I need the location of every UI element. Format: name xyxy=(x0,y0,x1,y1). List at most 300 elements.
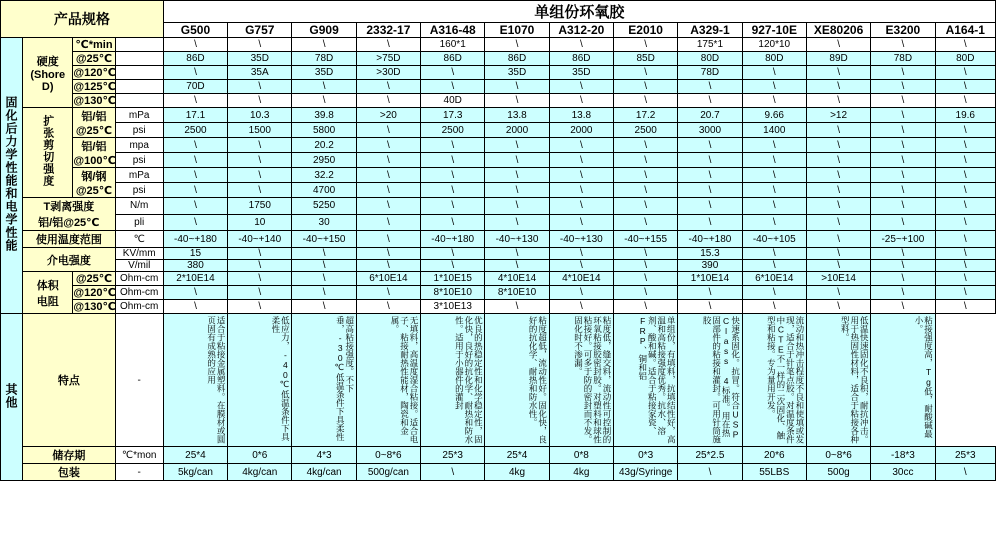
cell-empty: \ xyxy=(806,300,870,314)
cell-empty: \ xyxy=(421,198,485,215)
cell-empty: \ xyxy=(421,138,485,153)
cell: 1400 xyxy=(742,123,806,138)
cell-empty: \ xyxy=(228,168,292,183)
row-unit xyxy=(115,94,163,108)
cell-empty: \ xyxy=(935,300,995,314)
row-unit: psi xyxy=(115,153,163,168)
cell-empty: \ xyxy=(613,138,677,153)
product-header: G757 xyxy=(228,23,292,38)
cell-empty: \ xyxy=(549,198,613,215)
row-unit: pli xyxy=(115,214,163,231)
cell-empty: \ xyxy=(742,183,806,198)
cell-empty: \ xyxy=(678,80,742,94)
cell-empty: \ xyxy=(163,286,227,300)
header-row-title xyxy=(1,1,996,23)
cell-empty: \ xyxy=(356,38,420,52)
product-header: 927-10E xyxy=(742,23,806,38)
cell: 25*4 xyxy=(163,447,227,464)
row-unit xyxy=(115,52,163,66)
cell: 10 xyxy=(228,214,292,231)
cell-empty: \ xyxy=(292,300,356,314)
cell-empty: \ xyxy=(613,248,677,260)
cell-empty: \ xyxy=(806,38,870,52)
cell-empty: \ xyxy=(742,138,806,153)
cell: 86D xyxy=(421,52,485,66)
cell: 4kg xyxy=(549,464,613,481)
cell: 390 xyxy=(678,260,742,272)
cell-empty: \ xyxy=(806,138,870,153)
row-sublabel: @130℃ xyxy=(73,95,116,107)
data-row xyxy=(1,153,996,168)
cell: 4*10E14 xyxy=(549,272,613,286)
feature-cell: 流动和热冲击程度不良和使填或发现，适合于针笔点胶。对温度条件中CTE不一样的二次固化、触型和粘接。专为量用开发。 xyxy=(742,314,806,447)
cell-empty: \ xyxy=(549,138,613,153)
cell-empty: \ xyxy=(549,214,613,231)
product-header: A316-48 xyxy=(421,23,485,38)
data-row xyxy=(1,138,996,153)
cell: 4kg/can xyxy=(228,464,292,481)
cell-empty: \ xyxy=(549,153,613,168)
cell-empty: \ xyxy=(421,80,485,94)
data-row xyxy=(1,123,996,138)
cell-empty: \ xyxy=(292,94,356,108)
cell: 85D xyxy=(613,52,677,66)
row-sublabel: @125℃ xyxy=(73,81,116,93)
cell-empty: \ xyxy=(356,183,420,198)
row-unit xyxy=(115,38,163,52)
cell: 4kg xyxy=(485,464,549,481)
cell-empty: \ xyxy=(935,183,995,198)
cell-empty: \ xyxy=(742,80,806,94)
cell: 3000 xyxy=(678,123,742,138)
data-row xyxy=(1,214,996,231)
cell-empty: \ xyxy=(292,272,356,286)
cell-empty: \ xyxy=(421,464,485,481)
cell-empty: \ xyxy=(935,231,995,248)
cell-empty: \ xyxy=(871,183,935,198)
cell: 500g/can xyxy=(356,464,420,481)
cell-empty: \ xyxy=(871,248,935,260)
cell: 40D xyxy=(421,94,485,108)
cell-empty: \ xyxy=(613,38,677,52)
row-sublabel: @130℃ xyxy=(73,301,116,313)
cell-empty: \ xyxy=(228,183,292,198)
cell: 4kg/can xyxy=(292,464,356,481)
cell-empty: \ xyxy=(806,183,870,198)
product-header: E2010 xyxy=(613,23,677,38)
cell-empty: \ xyxy=(871,108,935,123)
cell-empty: \ xyxy=(163,153,227,168)
cell: 2500 xyxy=(163,123,227,138)
cell: 4*10E14 xyxy=(485,272,549,286)
cell-empty: \ xyxy=(421,183,485,198)
cell: 20.7 xyxy=(678,108,742,123)
cell-empty: \ xyxy=(742,198,806,215)
data-row xyxy=(1,66,996,80)
cell-empty: \ xyxy=(871,80,935,94)
cell-empty: \ xyxy=(613,198,677,215)
cell-empty: \ xyxy=(678,138,742,153)
feature-cell: 粘度超低，流动性好。固化快，良好的抗化学、耐热和防水性。 xyxy=(485,314,549,447)
row-sublabel: 铝/铝 @25℃ xyxy=(73,108,115,138)
cell-empty: \ xyxy=(228,286,292,300)
cell: 0*6 xyxy=(228,447,292,464)
cell: 2950 xyxy=(292,153,356,168)
feature-cell: 无填料，高温度湿合粘接。适合电子、粘接耐热性能材，陶瓷和金属。 xyxy=(356,314,420,447)
cell: 5800 xyxy=(292,123,356,138)
features-unit: - xyxy=(115,314,163,447)
cell: 15.3 xyxy=(678,248,742,260)
cell: 80D xyxy=(678,52,742,66)
cell-empty: \ xyxy=(356,286,420,300)
row-unit: V/mil xyxy=(115,260,163,272)
row-sublabel: @120℃ xyxy=(73,287,116,299)
cell-empty: \ xyxy=(292,38,356,52)
cell-empty: \ xyxy=(935,153,995,168)
cell: 3*10E13 xyxy=(421,300,485,314)
cell: -40~+105 xyxy=(742,231,806,248)
cell: 39.8 xyxy=(292,108,356,123)
cell-empty: \ xyxy=(678,168,742,183)
product-header: E3200 xyxy=(871,23,935,38)
row-label-features: 特点 xyxy=(23,314,115,447)
cell: 25*2.5 xyxy=(678,447,742,464)
feature-cell: 适合于粘接金属塑料。在膜材或圆页固有成熟的应用 xyxy=(163,314,227,447)
cell: 5kg/can xyxy=(163,464,227,481)
cell-empty: \ xyxy=(228,300,292,314)
cell-empty: \ xyxy=(421,153,485,168)
cell: 86D xyxy=(485,52,549,66)
cell-empty: \ xyxy=(871,38,935,52)
cell: 500g xyxy=(806,464,870,481)
cell-empty: \ xyxy=(935,168,995,183)
cell-empty: \ xyxy=(871,286,935,300)
cell: 17.3 xyxy=(421,108,485,123)
cell: 89D xyxy=(806,52,870,66)
side-label-other: 其他 xyxy=(1,314,23,481)
cell: -40~+130 xyxy=(549,231,613,248)
cell: 0*3 xyxy=(613,447,677,464)
cell-empty: \ xyxy=(356,198,420,215)
cell-empty: \ xyxy=(806,66,870,80)
cell-empty: \ xyxy=(806,80,870,94)
row-sublabel: @25℃ xyxy=(73,52,115,66)
cell-empty: \ xyxy=(871,260,935,272)
row-unit: N/m xyxy=(115,198,163,215)
cell: 86D xyxy=(549,52,613,66)
cell-empty: \ xyxy=(485,38,549,52)
row-sublabel: ℃*min xyxy=(73,38,115,52)
row-sublabel: @120℃ xyxy=(73,67,116,79)
cell-empty: \ xyxy=(935,138,995,153)
product-header: G500 xyxy=(163,23,227,38)
cell-empty: \ xyxy=(356,123,420,138)
cell-empty: \ xyxy=(871,272,935,286)
cell-empty: \ xyxy=(871,123,935,138)
cell-empty: \ xyxy=(806,231,870,248)
cell-empty: \ xyxy=(292,248,356,260)
cell-empty: \ xyxy=(356,168,420,183)
cell: 5250 xyxy=(292,198,356,215)
cell: 17.1 xyxy=(163,108,227,123)
data-row xyxy=(1,183,996,198)
cell: 32.2 xyxy=(292,168,356,183)
cell: 19.6 xyxy=(935,108,995,123)
cell: -25~+100 xyxy=(871,231,935,248)
data-row xyxy=(1,94,996,108)
cell-empty: \ xyxy=(613,286,677,300)
feature-cell: 粘接强度高，Tg低，耐酸碱最小。 xyxy=(871,314,935,447)
cell: 55LBS xyxy=(742,464,806,481)
cell-empty: \ xyxy=(292,260,356,272)
cell-empty: \ xyxy=(935,464,995,481)
row-label-packaging: 包装 xyxy=(23,464,115,481)
cell: 0~8*6 xyxy=(806,447,870,464)
cell-empty: \ xyxy=(228,138,292,153)
cell: 0~8*6 xyxy=(356,447,420,464)
cell: 35A xyxy=(228,66,292,80)
cell: 10.3 xyxy=(228,108,292,123)
cell-empty: \ xyxy=(742,214,806,231)
cell-empty: \ xyxy=(678,300,742,314)
cell-empty: \ xyxy=(163,138,227,153)
product-header: XE80206 xyxy=(806,23,870,38)
data-row xyxy=(1,168,996,183)
cell-empty: \ xyxy=(549,286,613,300)
cell-empty: \ xyxy=(871,153,935,168)
data-row xyxy=(1,231,996,248)
cell-empty: \ xyxy=(613,260,677,272)
corner-label: 产品规格 xyxy=(1,1,164,38)
cell: 9.66 xyxy=(742,108,806,123)
data-row xyxy=(1,52,996,66)
cell-empty: \ xyxy=(871,94,935,108)
cell-empty: \ xyxy=(163,38,227,52)
row-unit: - xyxy=(115,464,163,481)
cell-empty: \ xyxy=(549,80,613,94)
cell: 13.8 xyxy=(549,108,613,123)
cell-empty: \ xyxy=(356,94,420,108)
cell: 78D xyxy=(292,52,356,66)
row-label-lap-shear: 扩张剪切强度 xyxy=(23,108,73,198)
row-unit xyxy=(115,80,163,94)
cell-empty: \ xyxy=(871,66,935,80)
cell: >12 xyxy=(806,108,870,123)
cell-empty: \ xyxy=(228,153,292,168)
feature-cell: 超高粘接强度。不下垂，-30℃低温条件下具柔性 xyxy=(292,314,356,447)
cell-empty: \ xyxy=(292,286,356,300)
feature-cell: 低温快速固化不良积，耐抗冲击。用于热固性材料，适合于粘接各种型料。 xyxy=(806,314,870,447)
cell-empty: \ xyxy=(356,153,420,168)
cell: -40~+155 xyxy=(613,231,677,248)
data-row xyxy=(1,300,996,314)
cell-empty: \ xyxy=(228,260,292,272)
data-row xyxy=(1,108,996,123)
cell-empty: \ xyxy=(613,272,677,286)
cell: 13.8 xyxy=(485,108,549,123)
cell: 160*1 xyxy=(421,38,485,52)
row-sublabel: 铝/铝 @100℃ xyxy=(73,138,115,168)
packaging-row xyxy=(1,464,996,481)
cell-empty: \ xyxy=(806,123,870,138)
cell-empty: \ xyxy=(163,168,227,183)
cell-empty: \ xyxy=(485,183,549,198)
side-label-mech: 固化后力学性能和电学性能 xyxy=(1,38,23,314)
cell: -40~+130 xyxy=(485,231,549,248)
cell-empty: \ xyxy=(678,94,742,108)
cell-empty: \ xyxy=(613,80,677,94)
cell: 43g/Syringe xyxy=(613,464,677,481)
row-label-peel: T剥离强度 铝/铝@25℃ xyxy=(23,198,115,231)
feature-cell: 低应力，-40℃低温条件下具柔性 xyxy=(228,314,292,447)
cell-empty: \ xyxy=(935,198,995,215)
cell-empty: \ xyxy=(613,214,677,231)
cell: 4700 xyxy=(292,183,356,198)
cell: >10E14 xyxy=(806,272,870,286)
cell-empty: \ xyxy=(549,168,613,183)
row-label-temp-range: 使用温度范围 xyxy=(23,231,115,248)
cell: 8*10E10 xyxy=(485,286,549,300)
cell-empty: \ xyxy=(292,80,356,94)
cell-empty: \ xyxy=(485,248,549,260)
cell: 17.2 xyxy=(613,108,677,123)
cell: -40~+180 xyxy=(421,231,485,248)
row-sublabel: 钢/钢 @25℃ xyxy=(73,168,115,198)
cell: 1750 xyxy=(228,198,292,215)
cell: 0*8 xyxy=(549,447,613,464)
cell: 78D xyxy=(678,66,742,80)
row-label-shelf-life: 储存期 xyxy=(23,447,115,464)
cell: -18*3 xyxy=(871,447,935,464)
cell-empty: \ xyxy=(935,38,995,52)
row-unit: Ohm-cm xyxy=(115,286,163,300)
cell: 6*10E14 xyxy=(356,272,420,286)
row-unit: mPa xyxy=(115,168,163,183)
cell: 2000 xyxy=(549,123,613,138)
cell: 25*3 xyxy=(935,447,995,464)
cell-empty: \ xyxy=(228,38,292,52)
row-unit: psi xyxy=(115,123,163,138)
cell-empty: \ xyxy=(678,183,742,198)
cell-empty: \ xyxy=(935,66,995,80)
data-row xyxy=(1,286,996,300)
cell: 70D xyxy=(163,80,227,94)
cell: -40~+180 xyxy=(163,231,227,248)
cell-empty: \ xyxy=(485,168,549,183)
row-unit: ℃*mon xyxy=(115,447,163,464)
cell: -40~+140 xyxy=(228,231,292,248)
cell-empty: \ xyxy=(485,214,549,231)
data-row xyxy=(1,248,996,260)
cell-empty: \ xyxy=(871,198,935,215)
cell: 2500 xyxy=(421,123,485,138)
cell: 1*10E15 xyxy=(421,272,485,286)
cell-empty: \ xyxy=(485,138,549,153)
cell: 80D xyxy=(935,52,995,66)
cell: -40~+150 xyxy=(292,231,356,248)
cell-empty: \ xyxy=(935,248,995,260)
cell-empty: \ xyxy=(935,80,995,94)
row-label-dielectric: 介电强度 xyxy=(23,248,115,272)
cell-empty: \ xyxy=(678,286,742,300)
cell-empty: \ xyxy=(678,153,742,168)
cell: 1500 xyxy=(228,123,292,138)
cell: 25*4 xyxy=(485,447,549,464)
cell-empty: \ xyxy=(421,260,485,272)
cell: -40~+180 xyxy=(678,231,742,248)
cell-empty: \ xyxy=(613,300,677,314)
cell-empty: \ xyxy=(806,168,870,183)
cell-empty: \ xyxy=(356,138,420,153)
features-row xyxy=(1,314,996,447)
feature-cell: 单组份，有填料，抗填结性好，高温和高粘接强度优秀。抗水、溶剂、酸和碱。适合于粘接家瓷、FRP、铜和铝 xyxy=(613,314,677,447)
cell-empty: \ xyxy=(549,94,613,108)
cell-empty: \ xyxy=(742,260,806,272)
cell: 2*10E14 xyxy=(163,272,227,286)
cell-empty: \ xyxy=(742,286,806,300)
cell-empty: \ xyxy=(421,66,485,80)
cell-empty: \ xyxy=(871,168,935,183)
data-row xyxy=(1,260,996,272)
cell-empty: \ xyxy=(742,94,806,108)
cell-empty: \ xyxy=(163,198,227,215)
cell: 35D xyxy=(228,52,292,66)
cell: 80D xyxy=(742,52,806,66)
product-header: A164-1 xyxy=(935,23,995,38)
cell-empty: \ xyxy=(678,198,742,215)
row-label-volume-resistivity: 体积 电阻 xyxy=(23,272,73,314)
row-label-hardness: 硬度 (Shore D) xyxy=(23,38,73,108)
cell-empty: \ xyxy=(485,94,549,108)
cell-empty: \ xyxy=(485,80,549,94)
cell: 8*10E10 xyxy=(421,286,485,300)
cell-empty: \ xyxy=(356,231,420,248)
cell-empty: \ xyxy=(613,66,677,80)
cell-empty: \ xyxy=(356,214,420,231)
cell: 86D xyxy=(163,52,227,66)
cell-empty: \ xyxy=(163,94,227,108)
row-unit xyxy=(115,66,163,80)
cell-empty: \ xyxy=(935,286,995,300)
product-header: 2332-17 xyxy=(356,23,420,38)
cell-empty: \ xyxy=(935,94,995,108)
cell: 4*3 xyxy=(292,447,356,464)
cell-empty: \ xyxy=(806,153,870,168)
cell: 2000 xyxy=(485,123,549,138)
cell-empty: \ xyxy=(356,260,420,272)
page-title: 单组份环氧胶 xyxy=(163,1,995,23)
cell-empty: \ xyxy=(806,260,870,272)
cell-empty: \ xyxy=(935,272,995,286)
cell-empty: \ xyxy=(613,153,677,168)
cell: 2500 xyxy=(613,123,677,138)
cell-empty: \ xyxy=(163,183,227,198)
cell-empty: \ xyxy=(549,248,613,260)
feature-cell: 粘度低，缝交料，流动性可控制的环氧粘接胶密封胶。对塑料和球性粘接好。可多于防的密封而不发。固化时不渗漏。 xyxy=(549,314,613,447)
cell-empty: \ xyxy=(806,248,870,260)
shelf-life-row xyxy=(1,447,996,464)
cell: 25*3 xyxy=(421,447,485,464)
cell: 6*10E14 xyxy=(742,272,806,286)
cell-empty: \ xyxy=(742,248,806,260)
cell: 175*1 xyxy=(678,38,742,52)
cell-empty: \ xyxy=(806,214,870,231)
row-unit: mpa xyxy=(115,138,163,153)
cell-empty: \ xyxy=(549,183,613,198)
feature-cell: 优良的热稳定性和化学稳定性，固化快，良好的抗化学、耐热和防水性。适用于小器件的灌封 xyxy=(421,314,485,447)
cell-empty: \ xyxy=(935,260,995,272)
cell: 35D xyxy=(549,66,613,80)
